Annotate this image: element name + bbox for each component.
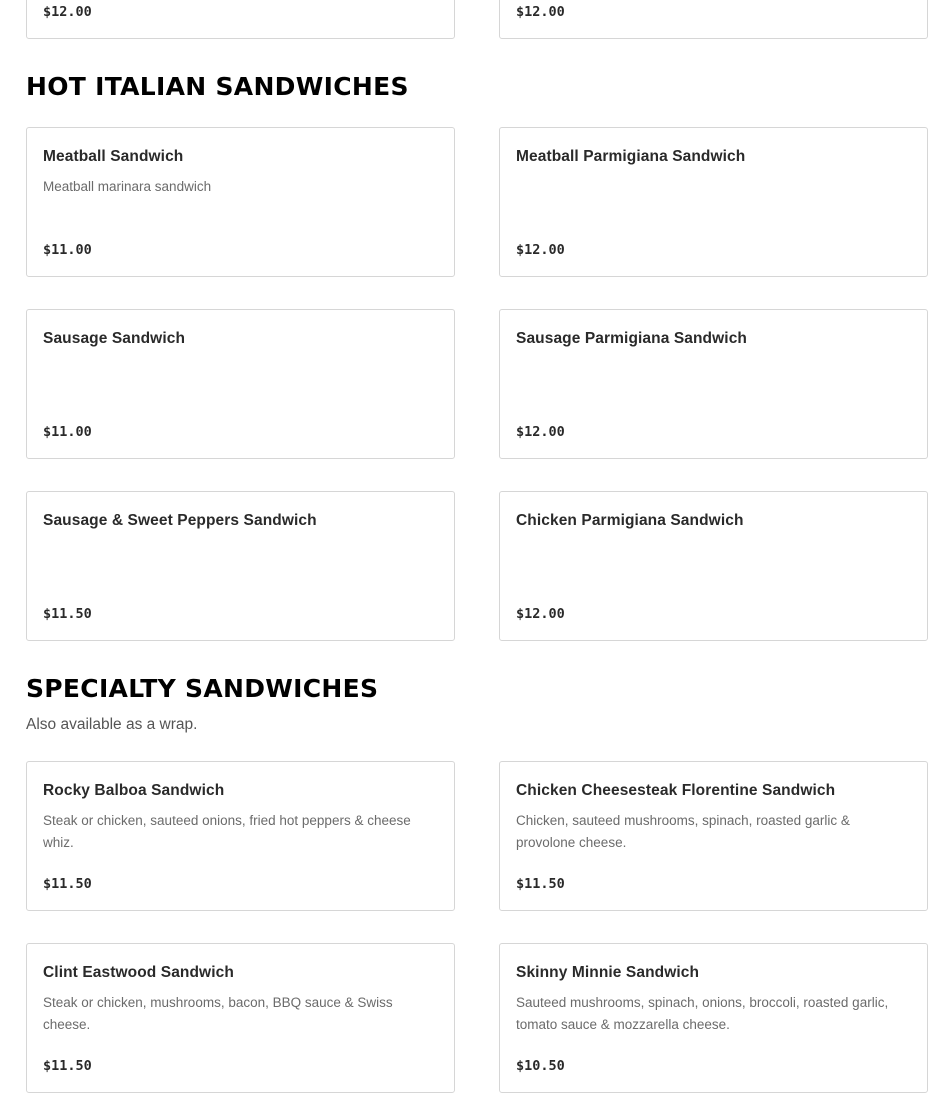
item-description: Steak or chicken, mushrooms, bacon, BBQ sauce & Swiss cheese. [43, 995, 393, 1032]
item-price: $11.50 [516, 876, 565, 892]
item-name: Chicken Cheesesteak Florentine Sandwich [516, 782, 836, 799]
menu-item-card[interactable] [499, 0, 928, 39]
menu-item-card[interactable] [499, 491, 928, 641]
item-description: Meatball marinara sandwich [43, 179, 212, 194]
item-price: $12.00 [516, 4, 565, 20]
menu-item-card[interactable] [26, 761, 455, 911]
menu-item-card[interactable] [26, 127, 455, 277]
item-name: Chicken Parmigiana Sandwich [516, 512, 744, 529]
item-description: Sauteed mushrooms, spinach, onions, broccoli, roasted garlic, tomato sauce & mozzarella cheese. [516, 995, 889, 1032]
menu-item-card[interactable] [26, 491, 455, 641]
item-price: $12.00 [516, 606, 565, 622]
menu-item-card[interactable] [499, 127, 928, 277]
item-price: $11.00 [43, 424, 92, 440]
item-price: $11.50 [43, 876, 92, 892]
item-name: Sausage Parmigiana Sandwich [516, 330, 747, 347]
menu-item-card[interactable] [499, 943, 928, 1093]
item-description: Steak or chicken, sauteed onions, fried hot peppers & cheese whiz. [43, 813, 411, 850]
section-title-specialty: SPECIALTY SANDWICHES [26, 674, 379, 703]
item-name: Rocky Balboa Sandwich [43, 782, 225, 799]
menu-item-card[interactable] [499, 309, 928, 459]
item-name: Meatball Parmigiana Sandwich [516, 148, 746, 165]
item-price: $12.00 [516, 242, 565, 258]
item-name: Sausage & Sweet Peppers Sandwich [43, 512, 317, 529]
item-price: $11.50 [43, 1058, 92, 1074]
item-name: Sausage Sandwich [43, 330, 186, 347]
item-price: $11.00 [43, 242, 92, 258]
item-price: $12.00 [516, 424, 565, 440]
menu-item-card[interactable] [499, 761, 928, 911]
item-price: $12.00 [43, 4, 92, 20]
item-price: $10.50 [516, 1058, 565, 1074]
item-name: Skinny Minnie Sandwich [516, 964, 700, 981]
item-description: Chicken, sauteed mushrooms, spinach, roasted garlic & provolone cheese. [516, 813, 850, 850]
menu-item-card[interactable] [26, 0, 455, 39]
section-note: Also available as a wrap. [26, 716, 198, 733]
menu-item-card[interactable] [26, 943, 455, 1093]
item-price: $11.50 [43, 606, 92, 622]
item-name: Clint Eastwood Sandwich [43, 964, 234, 981]
section-title-hot-italian: HOT ITALIAN SANDWICHES [26, 72, 409, 101]
item-name: Meatball Sandwich [43, 148, 184, 165]
menu-item-card[interactable] [26, 309, 455, 459]
